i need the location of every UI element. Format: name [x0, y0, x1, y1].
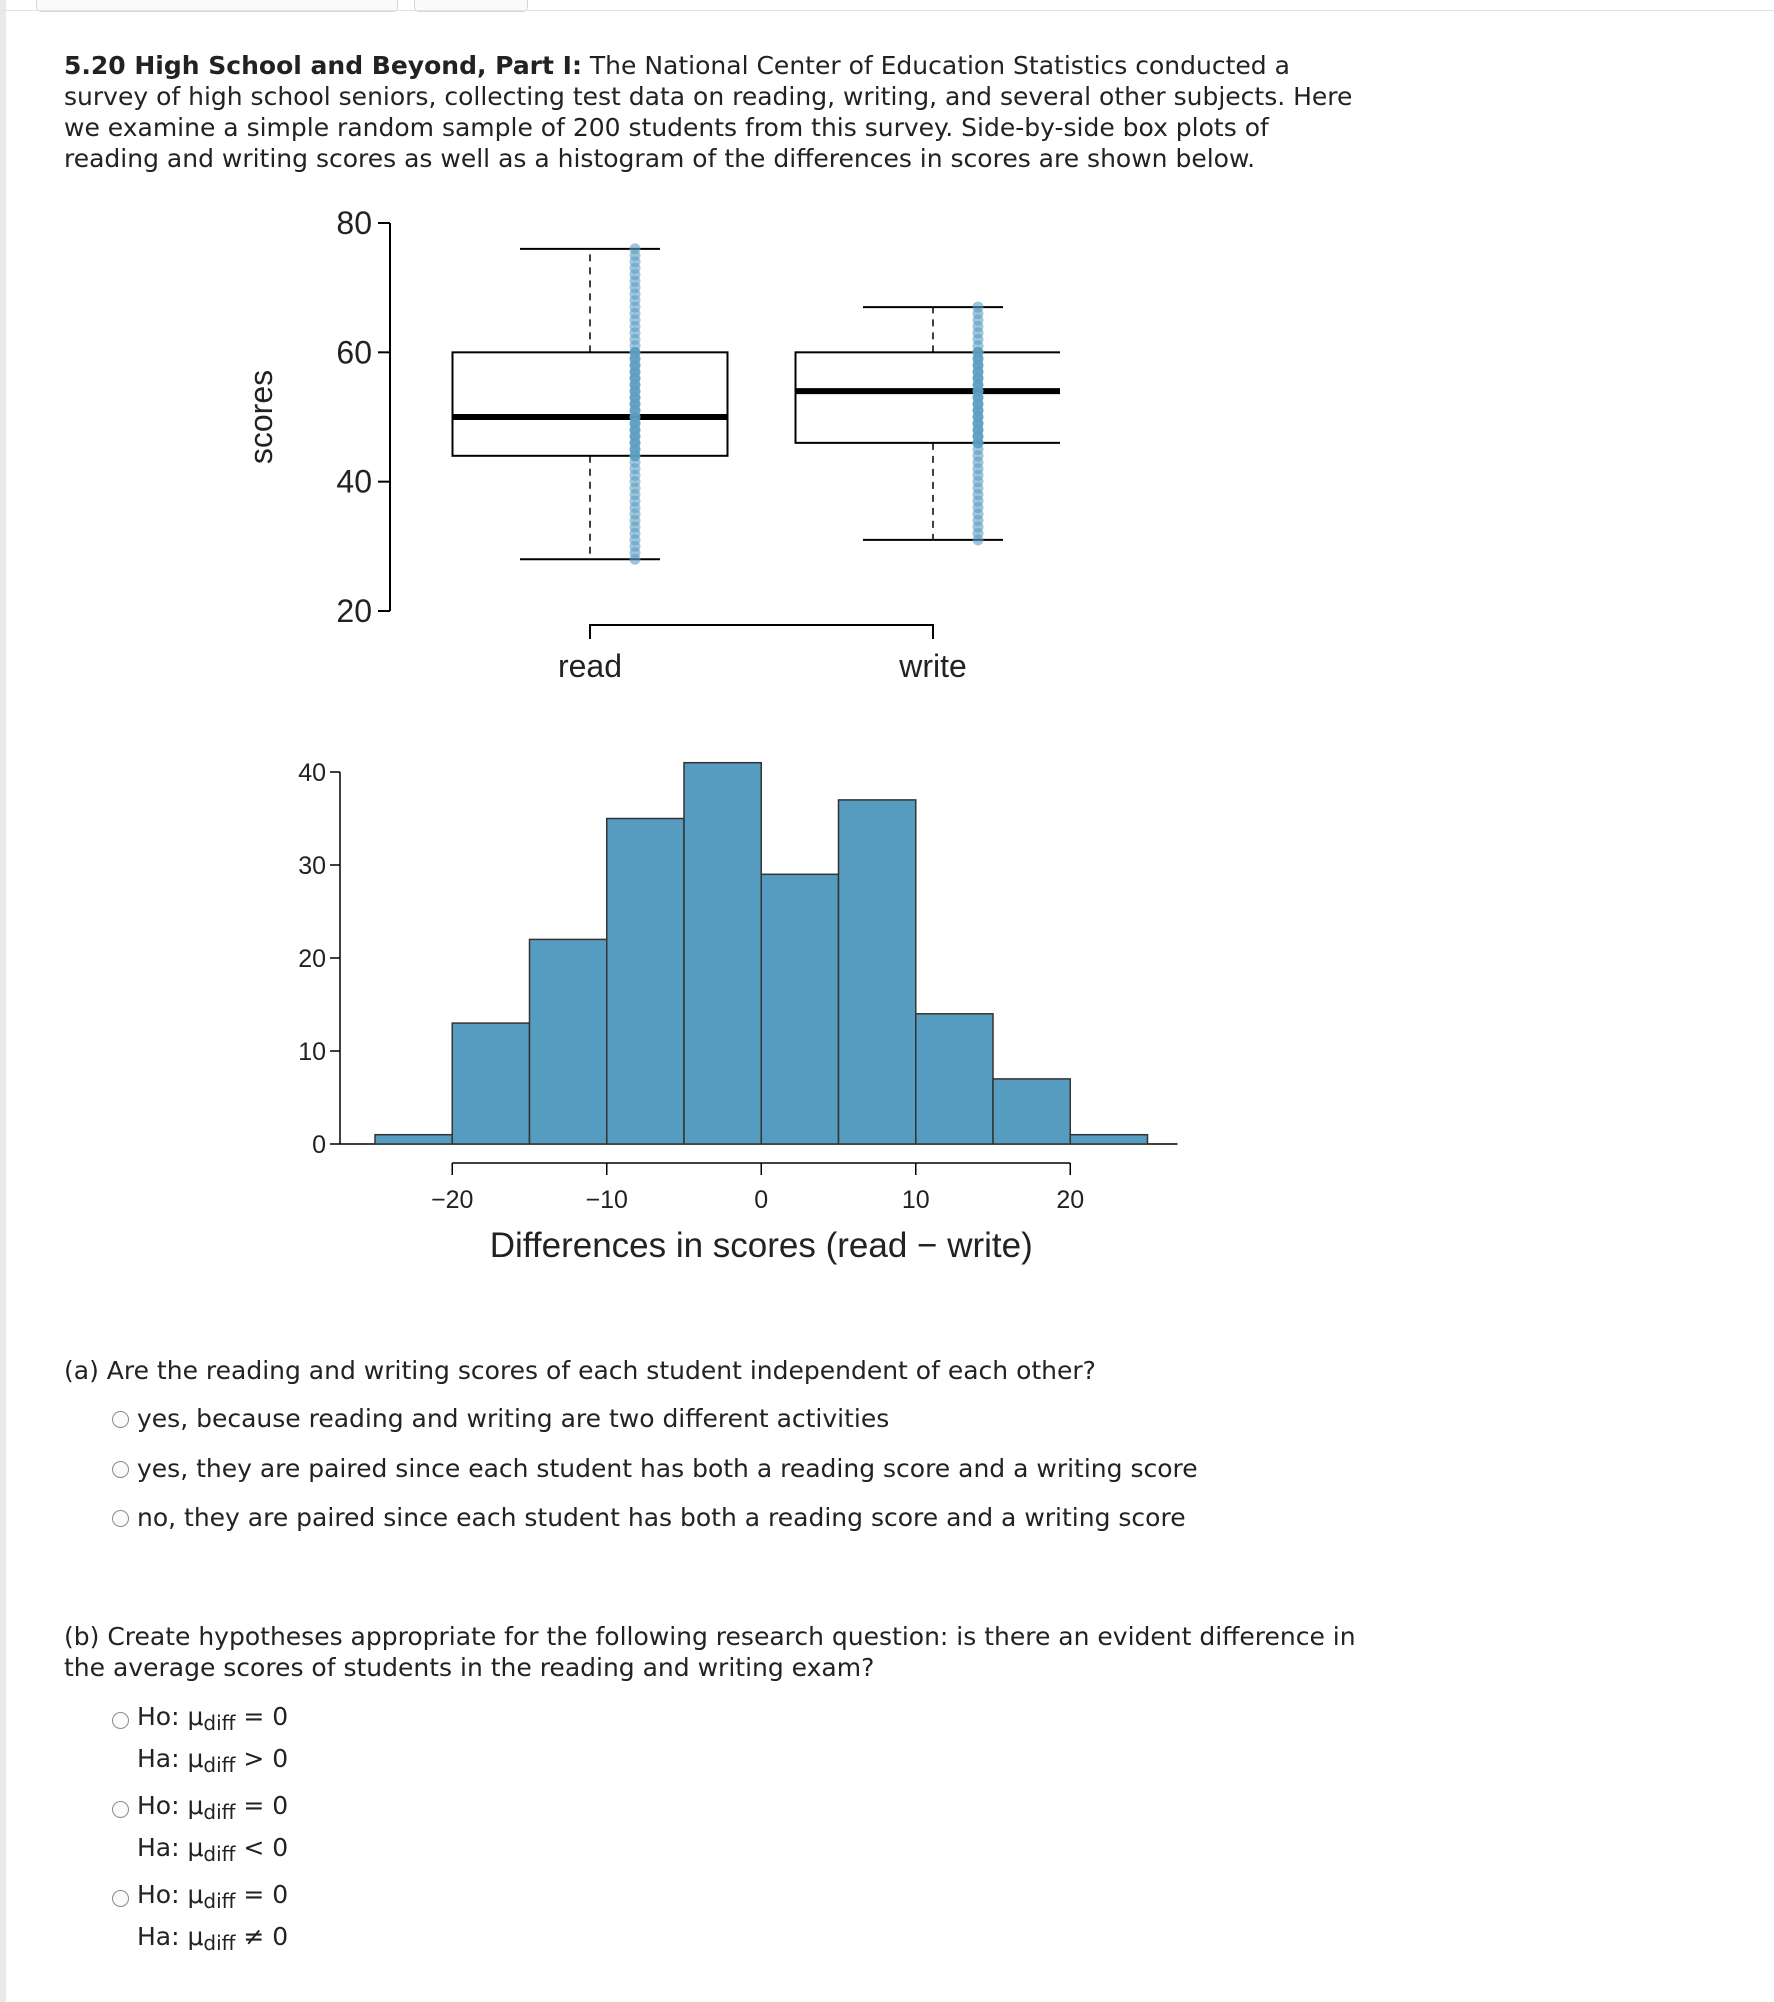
y-tick-label: 60 [336, 334, 372, 371]
box-write [796, 352, 1061, 443]
radio-button[interactable] [112, 1801, 129, 1818]
y-tick-label: 80 [336, 205, 372, 241]
x-axis-bracket [590, 625, 933, 639]
toolbar-divider [0, 10, 1774, 11]
y-tick-label: 40 [336, 463, 372, 500]
alt-hypothesis: Ha: $\mu_{diff} < 0$ [137, 1833, 289, 1866]
option-label: no, they are paired since each student has both a reading score and a writing score [137, 1503, 1186, 1532]
top-toolbar [0, 0, 1774, 14]
histogram-bar [1070, 1135, 1147, 1144]
histogram [270, 755, 1200, 1290]
data-point [973, 302, 984, 313]
x-tick-label: −20 [431, 1186, 474, 1214]
question-a: (a) Are the reading and writing scores of each student independent of each other? [64, 1356, 1096, 1385]
problem-statement [64, 50, 1364, 174]
box-plot [240, 200, 1060, 700]
x-tick-label: −10 [585, 1186, 628, 1214]
problem-title: 5.20 High School and Beyond, Part I: [64, 51, 582, 80]
y-tick-label: 0 [312, 1131, 326, 1159]
answer-a-option-1[interactable] [112, 1404, 889, 1434]
radio-button[interactable] [112, 1890, 129, 1907]
null-hypothesis: Ho: $\mu_{diff} = 0$ [137, 1880, 289, 1913]
option-label: yes, because reading and writing are two different activities [137, 1404, 890, 1433]
x-tick-label: 0 [754, 1186, 769, 1214]
histogram-bar [375, 1135, 452, 1144]
data-point [630, 243, 641, 254]
x-category-label: write [899, 648, 967, 684]
problem-intro: The National Center of Education Statistics conducted a survey of high school seniors, collecting test data on reading, writing, and several other subjects. Here we examine a simple random sample of 200 students from this survey. Side-by-side box plots of reading and writing scores as well as a histogram of the differences in scores are shown below. [64, 51, 1353, 173]
box-read [453, 352, 728, 455]
box-plot-group [243, 205, 1060, 684]
radio-button[interactable] [112, 1510, 129, 1527]
null-hypothesis: Ho: $\mu_{diff} = 0$ [137, 1791, 289, 1824]
histogram-bar [993, 1079, 1070, 1144]
option-label: yes, they are paired since each student has both a reading score and a writing score [137, 1454, 1198, 1483]
histogram-bar [761, 874, 838, 1144]
histogram-bar [839, 800, 916, 1144]
y-tick-label: 40 [298, 759, 326, 787]
y-tick-label: 20 [336, 593, 372, 629]
y-axis-label: scores [243, 369, 279, 465]
histogram-bar [607, 819, 684, 1145]
y-tick-label: 30 [298, 852, 326, 880]
x-tick-label: 20 [1056, 1186, 1085, 1214]
y-tick-label: 10 [298, 1038, 326, 1066]
alt-hypothesis: Ha: $\mu_{diff} \ne 0$ [137, 1922, 289, 1955]
x-tick-label: 10 [901, 1186, 930, 1214]
histogram-group [298, 759, 1177, 1265]
radio-button[interactable] [112, 1461, 129, 1478]
y-tick-label: 20 [298, 945, 326, 973]
answer-b-option-1[interactable] [112, 1699, 288, 1783]
histogram-bar [916, 1014, 993, 1144]
alt-hypothesis: Ha: $\mu_{diff} > 0$ [137, 1744, 289, 1777]
question-b: (b) Create hypotheses appropriate for the following research question: is there an evident difference in the average scores of students in the reading and writing exam? [64, 1622, 1356, 1682]
histogram-bar [452, 1023, 529, 1144]
answer-b-option-2[interactable] [112, 1788, 288, 1872]
null-hypothesis: Ho: $\mu_{diff} = 0$ [137, 1702, 289, 1735]
answer-a-option-3[interactable] [112, 1503, 1186, 1533]
x-category-label: read [557, 648, 623, 684]
answer-a-option-2[interactable] [112, 1454, 1198, 1484]
radio-button[interactable] [112, 1712, 129, 1729]
x-axis-title: Differences in scores (read − write) [489, 1226, 1033, 1265]
histogram-bar [530, 939, 607, 1144]
radio-button[interactable] [112, 1411, 129, 1428]
answer-b-option-3[interactable] [112, 1877, 288, 1961]
histogram-bar [684, 763, 761, 1144]
left-edge [0, 0, 6, 2002]
